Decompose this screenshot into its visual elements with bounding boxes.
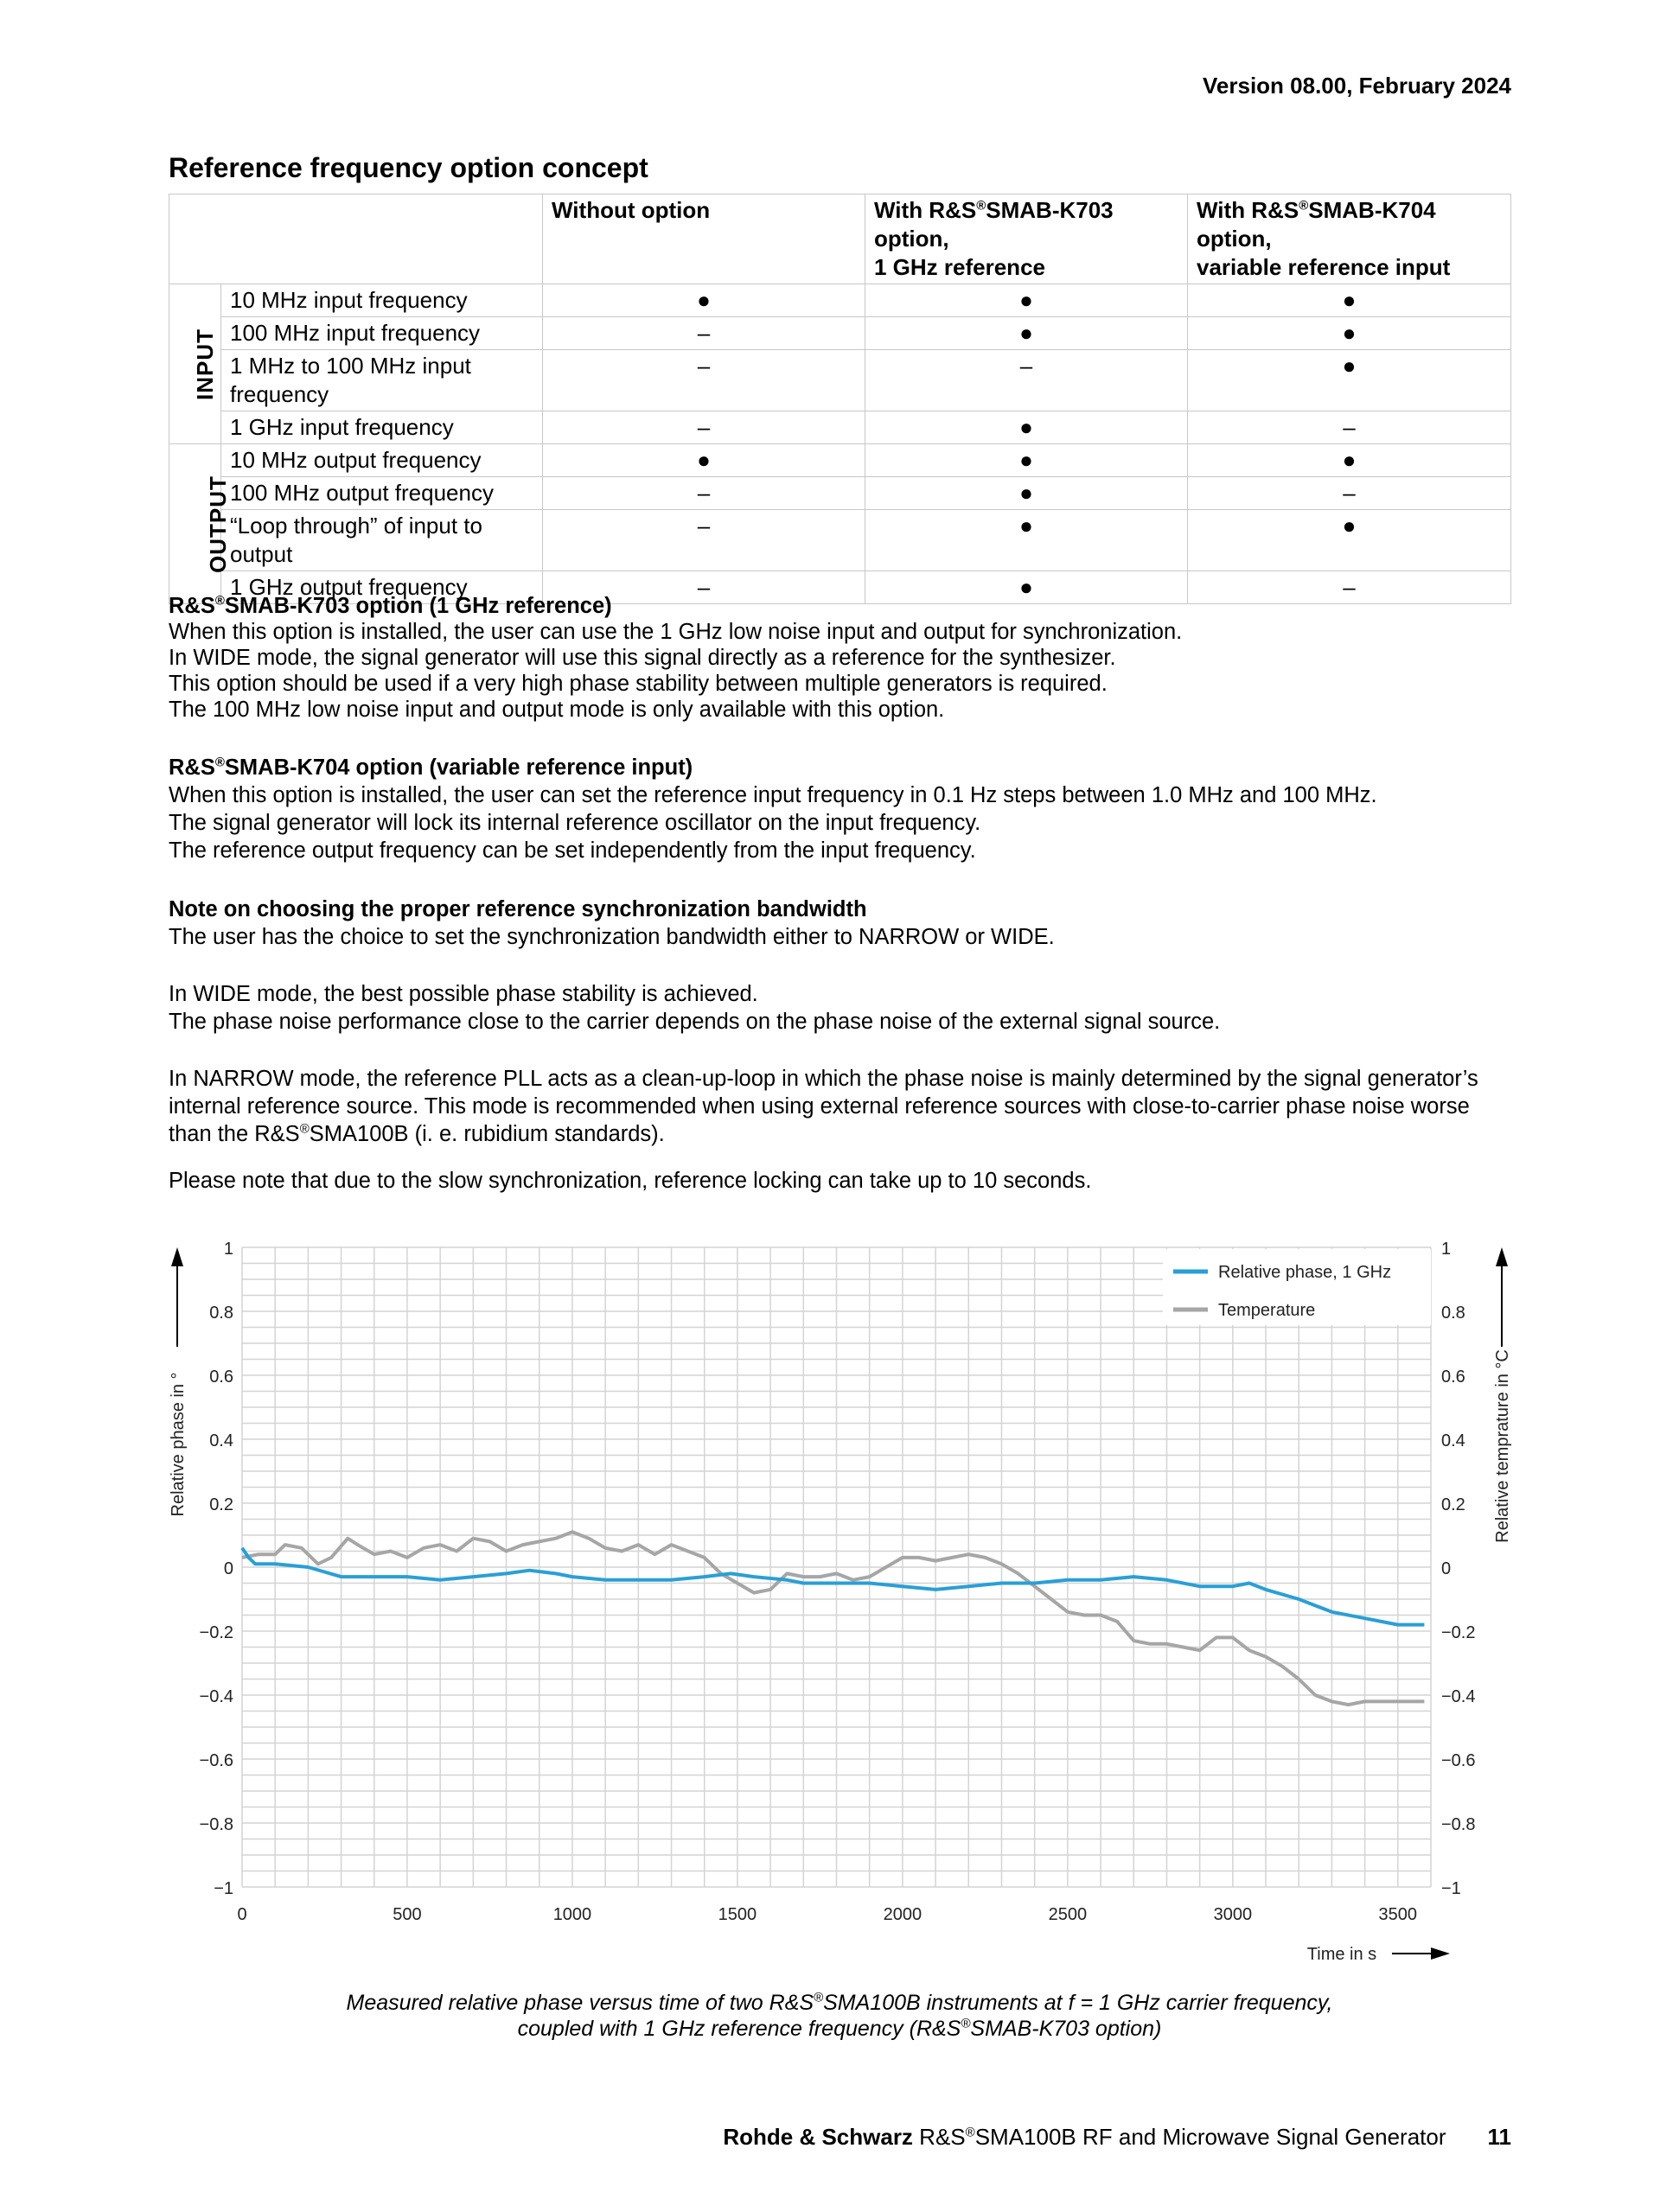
col-header-label: 1 GHz reference (874, 254, 1045, 280)
note-line: SMA100B (i. e. rubidium standards). (309, 1122, 665, 1146)
y-tick-label-right: −0.6 (1441, 1751, 1476, 1770)
cell-mark: – (543, 571, 865, 604)
cell-mark: – (543, 510, 865, 571)
y-axis-right-arrowhead (1496, 1247, 1508, 1266)
legend-label: Temperature (1218, 1301, 1316, 1320)
cell-mark: ● (1188, 510, 1511, 571)
y-axis-right-label: Relative temprature in °C (1493, 1349, 1512, 1543)
cell-mark: ● (543, 284, 865, 317)
registered-mark: ® (214, 593, 225, 609)
table-row (169, 411, 1511, 444)
chart-grid (242, 1247, 1431, 1887)
x-tick-label: 3000 (1213, 1905, 1253, 1924)
y-tick-label-right: 0.2 (1441, 1495, 1465, 1514)
note-line: The user has the choice to set the synchronization bandwidth either to NARROW or WIDE. (169, 925, 1055, 949)
registered-mark: ® (965, 2125, 975, 2140)
phase-chart-svg (160, 1227, 1526, 1979)
col-header-label: With R&S (1197, 197, 1299, 223)
y-axis-arrowhead (171, 1247, 183, 1266)
col-header-k704 (1188, 194, 1511, 284)
y-tick-label-left: 0.8 (209, 1304, 233, 1323)
cell-mark: ● (543, 444, 865, 477)
y-tick-label-left: 0.6 (209, 1367, 233, 1386)
col-header-label: variable reference input (1197, 254, 1451, 280)
x-tick-label: 1000 (552, 1905, 592, 1924)
cell-mark: ● (865, 284, 1188, 317)
cell-mark: – (543, 317, 865, 350)
cell-mark: ● (1188, 284, 1511, 317)
row-label: “Loop through” of input to output (221, 510, 543, 571)
k703-title: SMAB-K703 option (1 GHz reference) (224, 594, 612, 618)
row-label: 100 MHz output frequency (221, 477, 543, 510)
row-label: 10 MHz output frequency (221, 444, 543, 477)
k704-line: When this option is installed, the user can set the reference input frequency in 0.1 Hz steps between 1.0 MHz and 100 MHz. (169, 783, 1377, 807)
cell-mark: – (1188, 411, 1511, 444)
cell-mark: ● (1188, 350, 1511, 411)
y-tick-label-left: −1 (214, 1879, 233, 1898)
y-tick-label-right: 1 (1441, 1240, 1452, 1259)
y-tick-label-right: 0.4 (1441, 1431, 1465, 1450)
series-line-relative-phase (242, 1548, 1424, 1625)
k703-title: R&S (169, 594, 215, 618)
note-line: In NARROW mode, the reference PLL acts as a clean-up-loop in which the phase noise is mainly determined by the signal generator’s (169, 1067, 1478, 1091)
y-tick-label-left: 1 (223, 1240, 233, 1259)
y-tick-label-right: 0.6 (1441, 1367, 1465, 1386)
col-header-k703 (865, 194, 1188, 284)
legend-label: Relative phase, 1 GHz (1218, 1263, 1392, 1282)
reference-option-table (169, 194, 1511, 604)
registered-mark: ® (961, 2016, 971, 2031)
k704-line: The reference output frequency can be set independently from the input frequency. (169, 838, 976, 863)
k704-title: R&S (169, 755, 215, 780)
k703-section (169, 593, 1517, 723)
k703-line: In WIDE mode, the signal generator will use this signal directly as a reference for the synthesizer. (169, 646, 1116, 670)
x-tick-label: 0 (237, 1905, 247, 1924)
table-corner-cell (169, 194, 543, 284)
registered-mark: ® (1299, 198, 1309, 214)
group-label: INPUT (192, 328, 218, 400)
y-tick-label-right: −0.4 (1441, 1687, 1476, 1706)
cell-mark: ● (1188, 444, 1511, 477)
footer-product: R&S (912, 2124, 966, 2150)
version-label: Version 08.00, February 2024 (1203, 73, 1511, 99)
col-header-label: option, (1197, 226, 1272, 252)
col-header-label: With R&S (874, 197, 977, 223)
cell-mark: ● (865, 317, 1188, 350)
cell-mark: – (865, 350, 1188, 411)
y-tick-label-right: −0.2 (1441, 1623, 1476, 1642)
cell-mark: ● (865, 411, 1188, 444)
cell-mark: – (543, 411, 865, 444)
cell-mark: – (543, 477, 865, 510)
k704-title: SMAB-K704 option (variable reference input) (224, 755, 693, 780)
table-row (169, 284, 1511, 317)
y-tick-label-right: −0.8 (1441, 1815, 1476, 1834)
footer-company: Rohde & Schwarz (723, 2124, 913, 2150)
y-tick-label-left: −0.4 (199, 1687, 233, 1706)
row-label: 100 MHz input frequency (221, 317, 543, 350)
col-header-label: option, (874, 226, 949, 252)
cell-mark: ● (865, 571, 1188, 604)
row-label: 1 GHz input frequency (221, 411, 543, 444)
y-tick-label-right: 0.8 (1441, 1304, 1465, 1323)
col-header-label: SMAB-K703 (986, 197, 1114, 223)
k703-line: When this option is installed, the user can use the 1 GHz low noise input and output for synchronization. (169, 620, 1183, 644)
caption-text: SMAB-K703 option) (970, 2017, 1162, 2041)
registered-mark: ® (214, 755, 225, 770)
y-axis-label: Relative phase in ° (169, 1372, 188, 1517)
group-output (169, 444, 231, 604)
cell-mark: ● (1188, 317, 1511, 350)
chart-legend (1163, 1249, 1431, 1325)
group-input (169, 284, 221, 444)
x-tick-label: 3500 (1378, 1905, 1418, 1924)
table-row (169, 317, 1511, 350)
x-axis-label: Time in s (1306, 1945, 1377, 1964)
registered-mark: ® (299, 1121, 310, 1137)
cell-mark: – (543, 350, 865, 411)
y-tick-label-right: 0 (1441, 1559, 1452, 1578)
footer-product: SMA100B RF and Microwave Signal Generator (974, 2124, 1446, 2150)
y-tick-label-left: 0 (223, 1559, 233, 1578)
y-tick-label-left: −0.6 (199, 1751, 233, 1770)
k704-line: The signal generator will lock its internal reference oscillator on the input frequency. (169, 811, 981, 835)
note-section (169, 896, 1517, 951)
phase-chart (160, 1227, 1526, 1984)
y-tick-label-left: −0.2 (199, 1623, 233, 1642)
group-label: OUTPUT (204, 475, 231, 573)
k704-section (169, 754, 1517, 864)
note-line: internal reference source. This mode is recommended when using external reference sources with close-to-carrier phase noise worse (169, 1094, 1470, 1119)
caption-text: SMA100B instruments at f = 1 GHz carrier frequency, (823, 1991, 1333, 2015)
registered-mark: ® (976, 198, 986, 214)
note-line: The phase noise performance close to the carrier depends on the phase noise of the external signal source. (169, 1010, 1221, 1034)
row-label: 10 MHz input frequency (221, 284, 543, 317)
y-tick-label-left: 0.4 (209, 1431, 233, 1450)
k703-line: This option should be used if a very high phase stability between multiple generators is required. (169, 672, 1108, 696)
col-header-label: Without option (552, 197, 711, 223)
page-footer (723, 2124, 1511, 2151)
figure-caption (169, 1990, 1510, 2042)
cell-mark: ● (865, 444, 1188, 477)
x-tick-label: 1500 (718, 1905, 757, 1924)
k703-line: The 100 MHz low noise input and output mode is only available with this option. (169, 698, 945, 722)
x-axis-arrowhead (1431, 1947, 1450, 1960)
table-header-row (169, 194, 1511, 284)
cell-mark: – (1188, 477, 1511, 510)
x-tick-label: 2500 (1048, 1905, 1088, 1924)
cell-mark: – (1188, 571, 1511, 604)
table-row (169, 510, 1511, 571)
note-line: than the R&S (169, 1122, 300, 1146)
x-tick-label: 2000 (883, 1905, 923, 1924)
x-tick-label: 500 (393, 1905, 422, 1924)
row-label: 1 MHz to 100 MHz input frequency (221, 350, 543, 411)
row-label: 1 GHz output frequency (221, 571, 543, 604)
page-number: 11 (1487, 2124, 1511, 2150)
caption-text: coupled with 1 GHz reference frequency (R&S (517, 2017, 961, 2041)
caption-text: Measured relative phase versus time of two R&S (346, 1991, 814, 2015)
locking-note: Please note that due to the slow synchronization, reference locking can take up to 10 seconds. (169, 1169, 1092, 1193)
table-row (169, 350, 1511, 411)
col-header-label: SMAB-K704 (1308, 197, 1436, 223)
y-tick-label-left: 0.2 (209, 1495, 233, 1514)
table-row (169, 477, 1511, 510)
cell-mark: ● (865, 510, 1188, 571)
y-tick-label-left: −0.8 (199, 1815, 233, 1834)
registered-mark: ® (814, 1990, 824, 2005)
col-header-without (543, 194, 865, 284)
narrow-mode-paragraph (169, 1065, 1517, 1148)
table-row (169, 444, 1511, 477)
cell-mark: ● (865, 477, 1188, 510)
note-title: Note on choosing the proper reference synchronization bandwidth (169, 897, 867, 921)
y-tick-label-right: −1 (1441, 1879, 1461, 1898)
wide-mode-paragraph (169, 980, 1517, 1036)
section-title: Reference frequency option concept (169, 152, 648, 183)
note-line: In WIDE mode, the best possible phase stability is achieved. (169, 982, 758, 1006)
